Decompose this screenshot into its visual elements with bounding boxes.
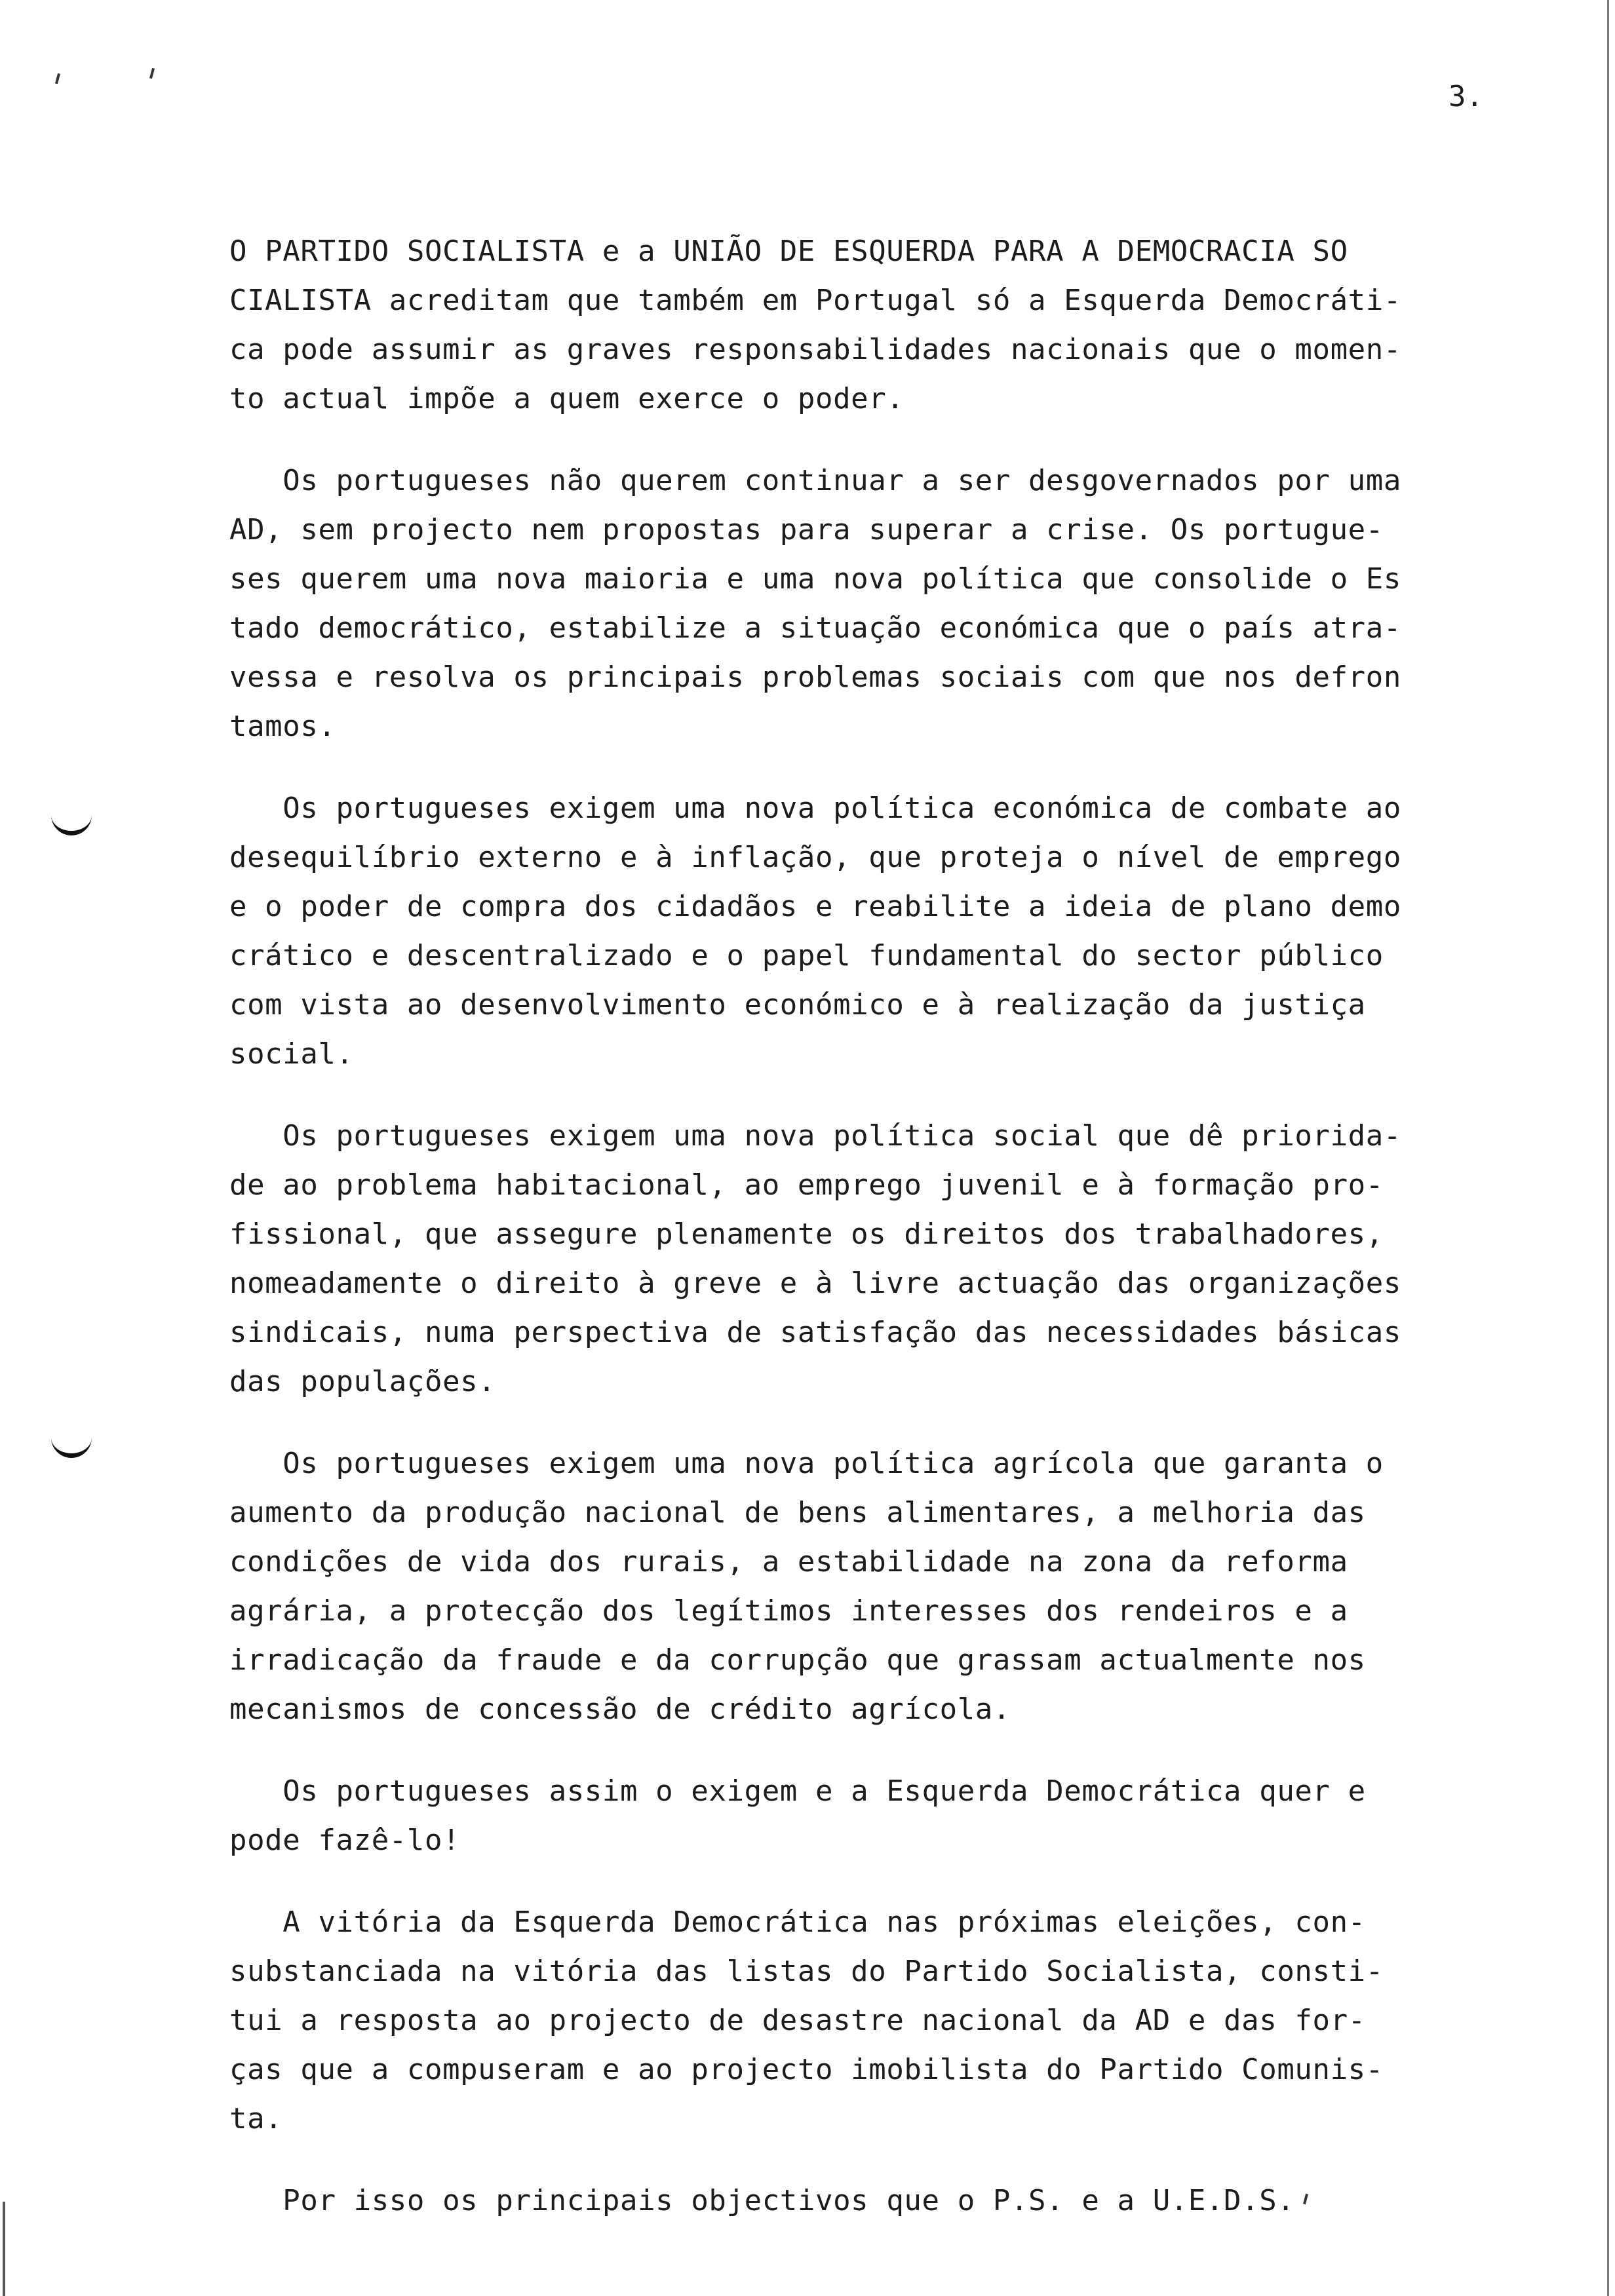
paragraph: Os portugueses exigem uma nova política agrícola que garanta o aumento da produção nacional de bens alimentares, a melhoria das condições de vida dos rurais, a estabilidade na zona da reforma agrária, a protecção dos legítimos interesses dos rendeiros e a irradicação da fraude e da corrupção que grassam actualmente nos mecanismos de concessão de crédito agrícola. (229, 1447, 1384, 1726)
scan-mark (149, 68, 155, 79)
document-body (229, 227, 1547, 2258)
paragraph: A vitória da Esquerda Democrática nas próximas eleições, con- substanciada na vitória das listas do Partido Socialista, consti- tui a resposta ao projecto de desastre nacional da AD e das for- ças que a compuseram e ao projecto imobilista do Partido Comunis- ta. (229, 1905, 1384, 2135)
punch-hole-mark (51, 1435, 92, 1458)
paragraph: Os portugueses exigem uma nova política económica de combate ao desequilíbrio externo e à inflação, que proteja o nível de emprego e o poder de compra dos cidadãos e reabilite a ideia de plano demo crático e descentralizado e o papel fundamental do sector público com vista ao desenvolvimento económico e à realização da justiça social. (229, 792, 1401, 1071)
page-number: 3. (1449, 80, 1483, 113)
paragraph: O PARTIDO SOCIALISTA e a UNIÃO DE ESQUERDA PARA A DEMOCRACIA SO CIALISTA acreditam que também em Portugal só a Esquerda Democráti- ca pode assumir as graves responsabilidades nacionais que o momen- to actual impõe a quem exerce o poder. (229, 235, 1401, 415)
paragraph: Os portugueses assim o exigem e a Esquerda Democrática quer e pode fazê-lo! (229, 1774, 1366, 1857)
paragraph: Os portugueses não querem continuar a ser desgovernados por uma AD, sem projecto nem propostas para superar a crise. Os portugue- ses querem uma nova maioria e uma nova política que consolide o Es tado democrático, estabilize a situação económica que o país atra- vessa e resolva os principais problemas sociais com que nos defron tamos. (229, 464, 1401, 743)
scan-edge-line (3, 2202, 5, 2296)
scan-edge-line (1607, 0, 1609, 2296)
paragraph: Os portugueses exigem uma nova política social que dê priorida- de ao problema habitacional, ao emprego juvenil e à formação pro- fissional, que assegure plenamente os direitos dos trabalhadores, nomeadamente o direito à greve e à livre actuação das organizações sindicais, numa perspectiva de satisfação das necessidades básicas das populações. (229, 1119, 1401, 1398)
paragraph: Por isso os principais objectivos que o P.S. e a U.E.D.S. (229, 2184, 1295, 2217)
scan-mark (55, 73, 60, 84)
punch-hole-mark (51, 813, 92, 835)
